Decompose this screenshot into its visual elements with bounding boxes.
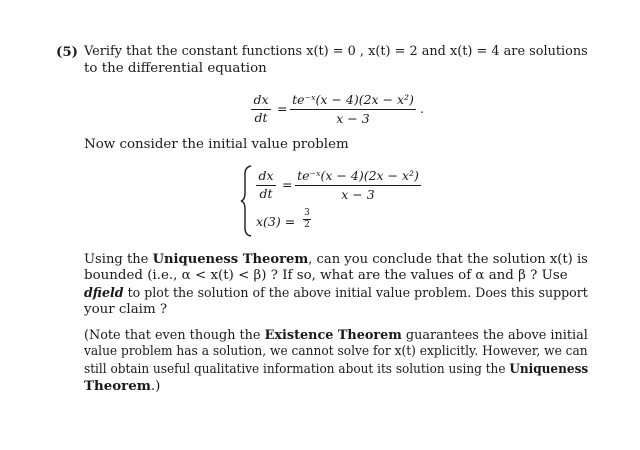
eq2-equals: = <box>282 177 293 192</box>
eq2-rhs-fraction-bar <box>295 185 421 186</box>
eq1-rhs-fraction-bar <box>290 109 416 110</box>
eq1-lhs-numerator: dx <box>253 92 269 107</box>
intro-line-2: to the differential equation <box>84 61 267 76</box>
eq1-rhs-numerator: te⁻ˣ(x − 4)(2x − x²) <box>292 92 414 107</box>
para2-line-3: still obtain useful qualitative information about its solution using the Uniqueness <box>84 361 589 377</box>
para2-line-4: Theorem.) <box>84 378 161 394</box>
left-brace-icon <box>240 165 254 237</box>
eq1-period: . <box>420 101 424 116</box>
ic-denominator: 2 <box>304 220 310 230</box>
eq2-lhs-numerator: dx <box>258 168 274 183</box>
para1-line-3: dfield to plot the solution of the above initial value problem. Does this support <box>84 285 588 301</box>
eq2-rhs-denominator: x − 3 <box>341 187 375 202</box>
ic-numerator: 3 <box>304 208 310 218</box>
para2-line-2: value problem has a solution, we cannot solve for x(t) explicitly. However, we can <box>84 344 588 359</box>
para2-line-1: (Note that even though the Existence Theorem guarantees the above initial <box>84 327 588 343</box>
initial-condition: x(3) = <box>256 214 296 229</box>
ivp-intro: Now consider the initial value problem <box>84 137 349 152</box>
eq1-lhs-denominator: dt <box>254 110 268 125</box>
eq1-rhs-denominator: x − 3 <box>336 111 370 126</box>
intro-line-1: Verify that the constant functions x(t) = 0 , x(t) = 2 and x(t) = 4 are solutions <box>84 44 588 59</box>
para1-line-4: your claim ? <box>84 302 168 317</box>
para1-line-1: Using the Uniqueness Theorem, can you conclude that the solution x(t) is <box>84 251 588 267</box>
eq2-rhs-numerator: te⁻ˣ(x − 4)(2x − x²) <box>297 168 419 183</box>
eq1-equals: = <box>277 101 288 116</box>
problem-number: (5) <box>56 44 78 60</box>
para1-line-2: bounded (i.e., α < x(t) < β) ? If so, what are the values of α and β ? Use <box>84 268 568 283</box>
eq2-lhs-denominator: dt <box>259 186 273 201</box>
